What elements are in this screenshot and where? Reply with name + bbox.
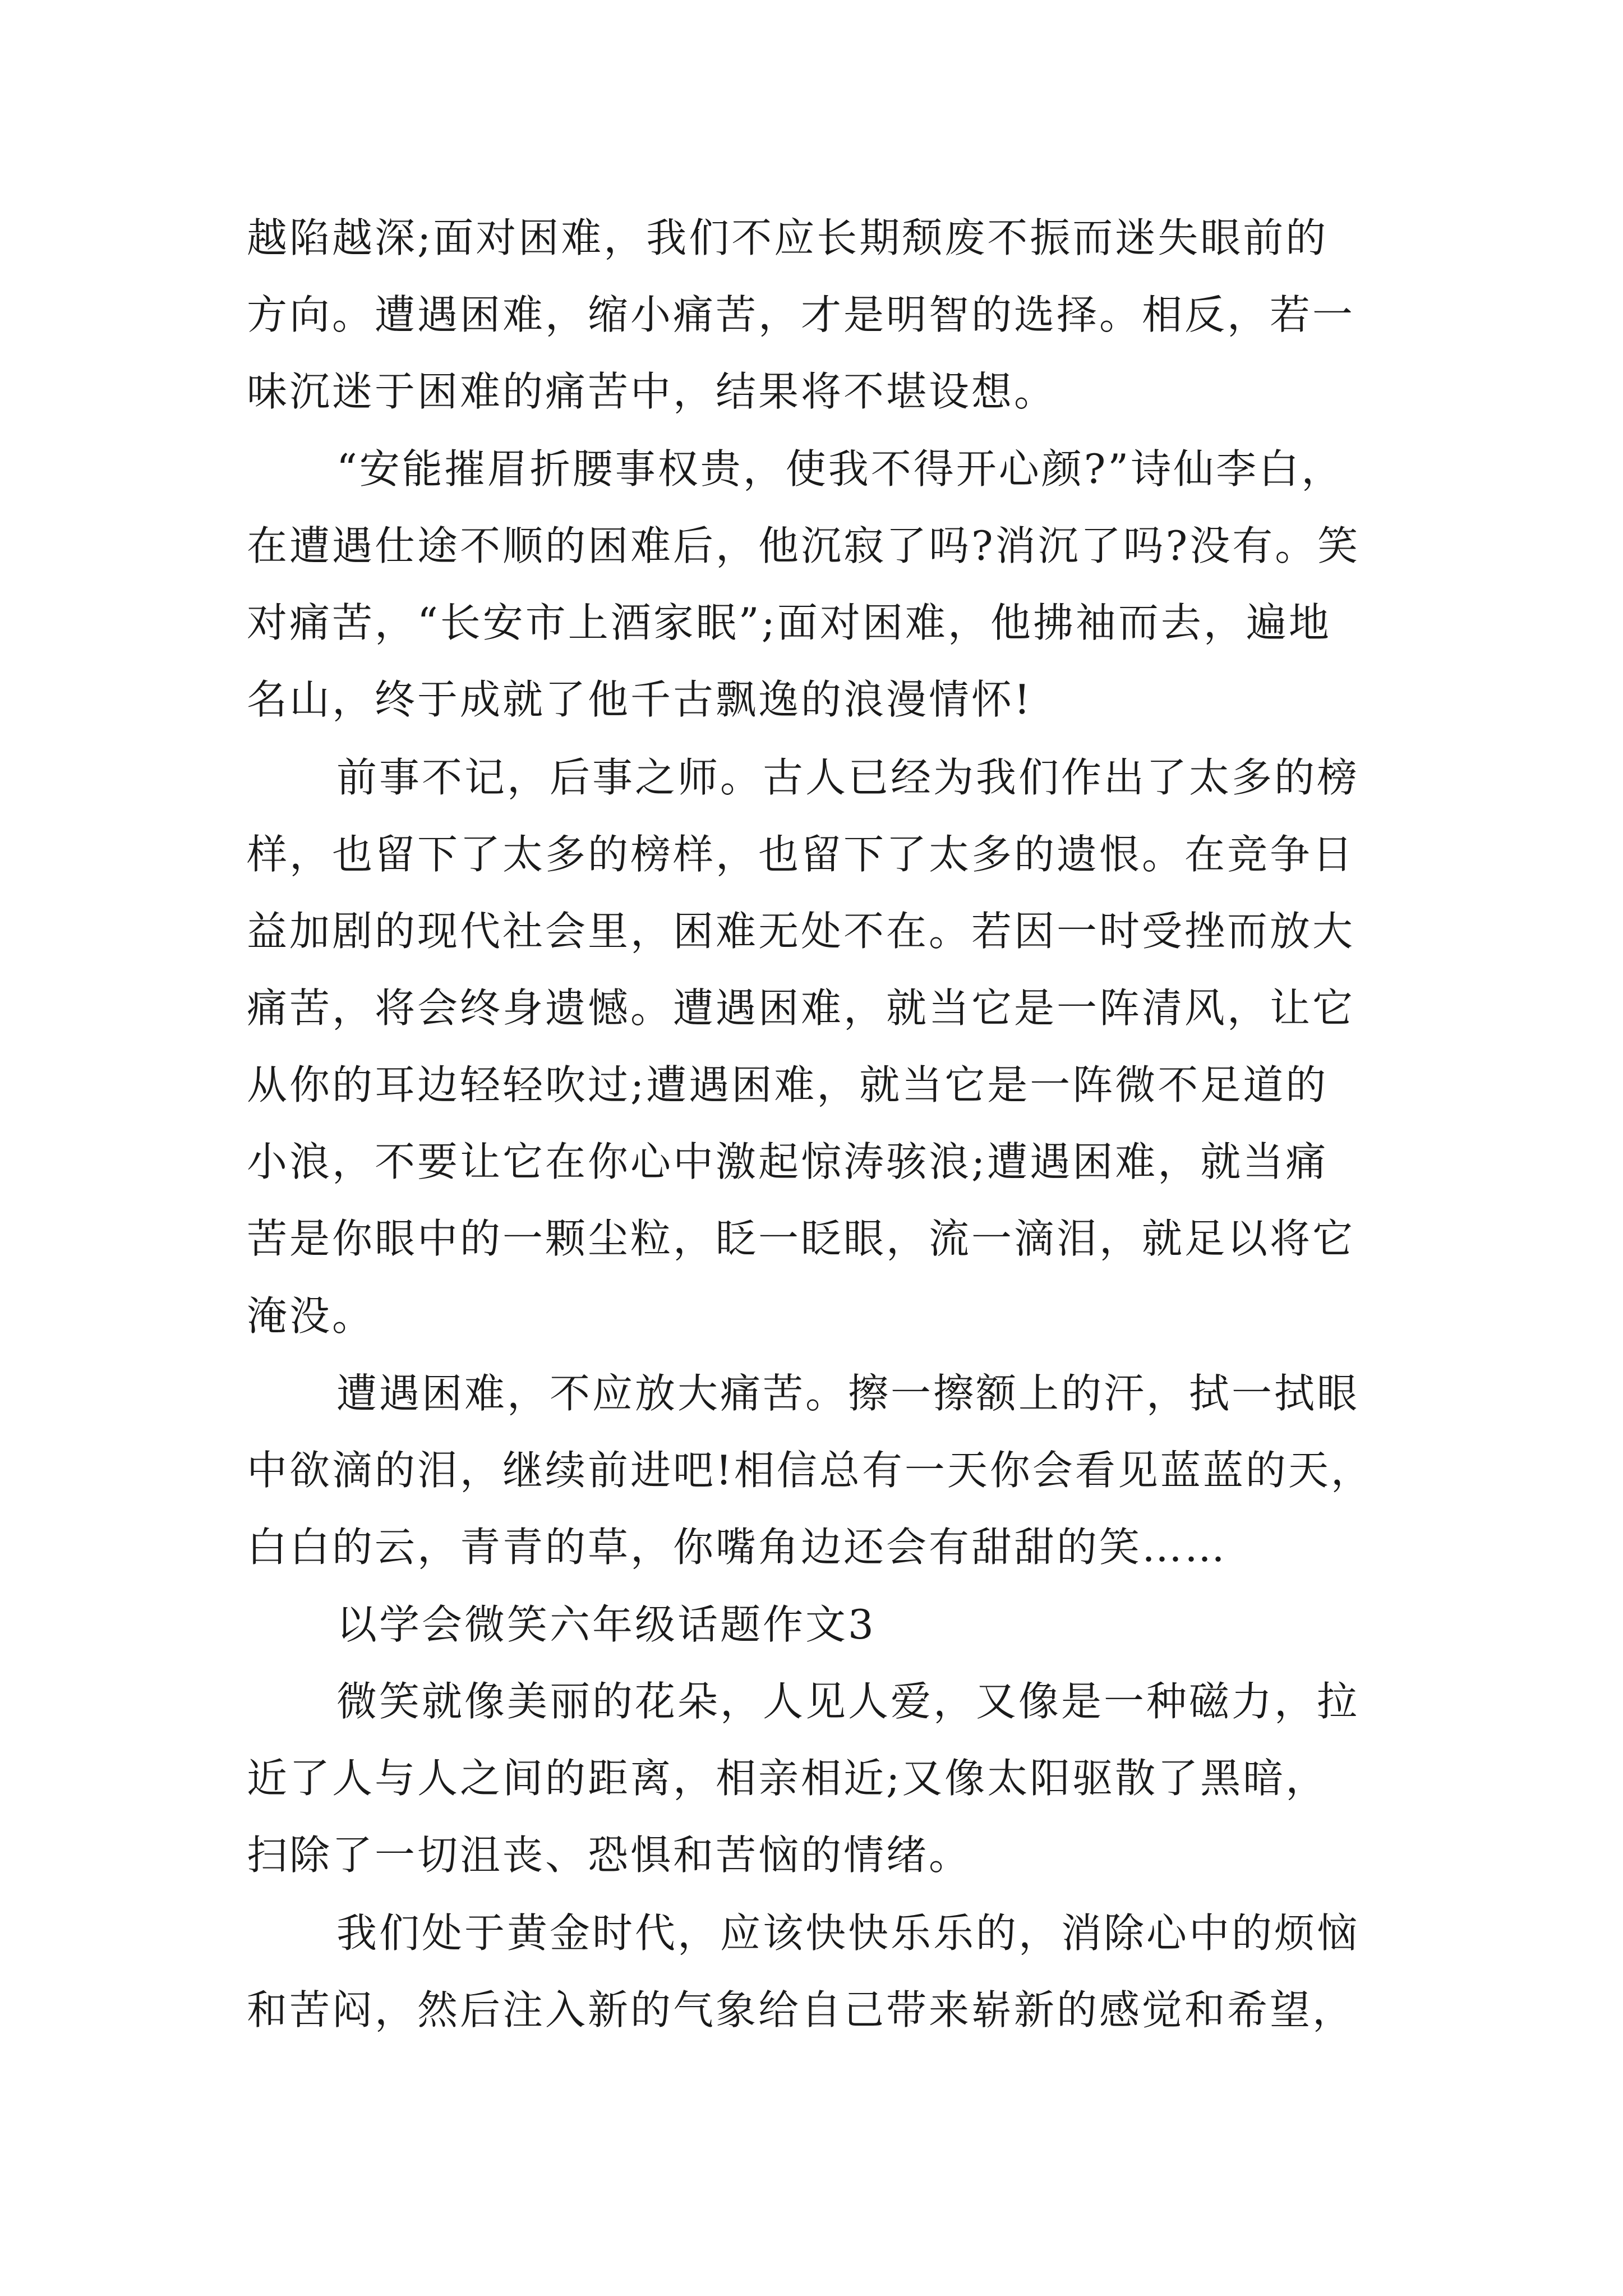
text-line: 方向。遭遇困难，缩小痛苦，才是明智的选择。相反，若一 (247, 291, 1355, 338)
text-line: 我们处于黄金时代，应该快快乐乐的，消除心中的烦恼 (336, 1910, 1360, 1957)
text-line: 白白的云，青青的草，你嘴角边还会有甜甜的笑…… (247, 1524, 1228, 1571)
text-line: 微笑就像美丽的花朵，人见人爱，又像是一种磁力，拉 (336, 1678, 1360, 1725)
text-line: 和苦闷，然后注入新的气象给自己带来崭新的感觉和希望， (247, 1986, 1355, 2033)
text-line: 苦是你眼中的一颗尘粒，眨一眨眼，流一滴泪，就足以将它 (247, 1215, 1355, 1262)
text-line: 淹没。 (247, 1292, 375, 1340)
text-line: “安能摧眉折腰事权贵，使我不得开心颜?”诗仙李白， (336, 445, 1344, 493)
text-line: 益加剧的现代社会里，困难无处不在。若因一时受挫而放大 (247, 908, 1355, 955)
text-line: 痛苦，将会终身遗憾。遭遇困难，就当它是一阵清风，让它 (247, 984, 1355, 1032)
text-line: 近了人与人之间的距离，相亲相近;又像太阳驱散了黑暗， (247, 1755, 1329, 1802)
text-line: 越陷越深;面对困难，我们不应长期颓废不振而迷失眼前的 (247, 214, 1329, 261)
text-line: 味沉迷于困难的痛苦中，结果将不堪设想。 (247, 368, 1057, 415)
text-line: 样，也留下了太多的榜样，也留下了太多的遗恨。在竞争日 (247, 831, 1355, 878)
section-heading: 以学会微笑六年级话题作文3 (336, 1601, 876, 1648)
text-line: 从你的耳边轻轻吹过;遭遇困难，就当它是一阵微不足道的 (247, 1061, 1329, 1108)
text-line: 中欲滴的泪，继续前进吧!相信总有一天你会看见蓝蓝的天， (247, 1447, 1373, 1494)
text-line: 前事不记，后事之师。古人已经为我们作出了太多的榜 (336, 754, 1360, 801)
text-line: 小浪，不要让它在你心中激起惊涛骇浪;遭遇困难，就当痛 (247, 1138, 1329, 1185)
text-line: 在遭遇仕途不顺的困难后，他沉寂了吗?消沉了吗?没有。笑 (247, 522, 1361, 569)
text-line: 扫除了一切沮丧、恐惧和苦恼的情绪。 (247, 1832, 972, 1879)
text-line: 名山，终于成就了他千古飘逸的浪漫情怀! (247, 676, 1032, 723)
text-line: 遭遇困难，不应放大痛苦。擦一擦额上的汗，拭一拭眼 (336, 1370, 1360, 1417)
text-line: 对痛苦，“长安市上酒家眠”;面对困难，他拂袖而去，遍地 (247, 599, 1331, 646)
